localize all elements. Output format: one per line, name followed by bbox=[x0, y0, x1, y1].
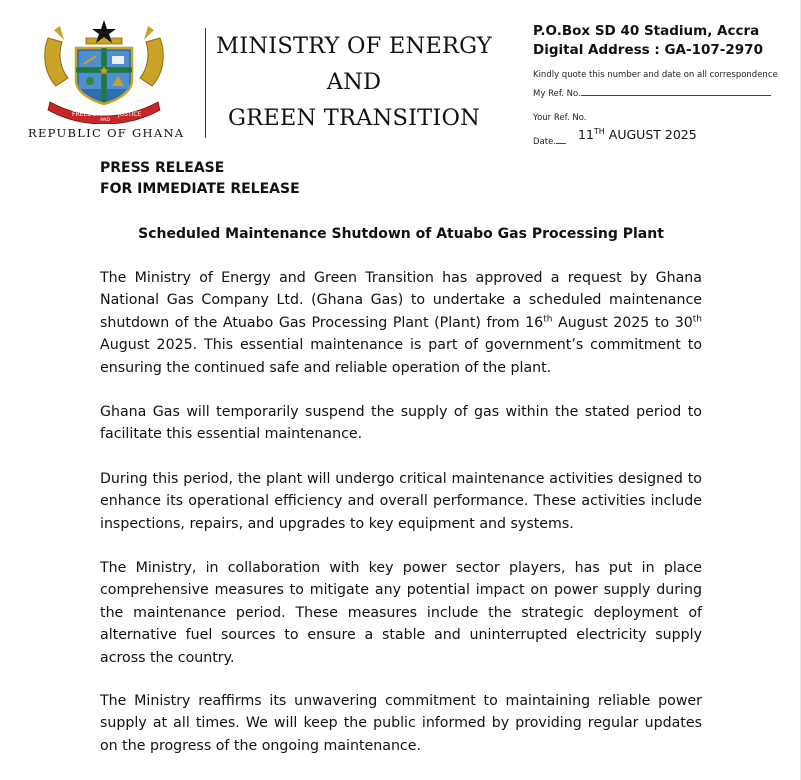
paragraph-2: Ghana Gas will temporarily suspend the supply of gas within the stated period to facilitate this essential maintenance. bbox=[100, 404, 702, 443]
my-ref-line bbox=[533, 89, 771, 99]
your-ref-label: Your Ref. No. bbox=[533, 113, 587, 123]
digital-address: Digital Address : GA-107-2970 bbox=[533, 42, 763, 58]
ministry-line-2: AND bbox=[326, 69, 382, 95]
p1-sup-2: th bbox=[692, 314, 702, 325]
my-ref-label: My Ref. No. bbox=[533, 89, 581, 99]
ministry-name bbox=[208, 28, 500, 136]
date-label: Date. bbox=[533, 137, 557, 147]
your-ref-line bbox=[533, 113, 587, 123]
p1-part-a: The Ministry of Energy and Green Transition has approved a request by Ghana National Gas Company Ltd. (Ghana Gas) to undertake a scheduled maintenance shutdown of the Atuabo Gas Processing Plant (Plant) from 16 bbox=[100, 270, 702, 331]
motto-right: JUSTICE bbox=[118, 111, 142, 118]
press-release-label: PRESS RELEASE bbox=[100, 160, 225, 176]
contact-block bbox=[533, 22, 783, 80]
date-line bbox=[533, 137, 566, 147]
release-title: Scheduled Maintenance Shutdown of Atuabo Gas Processing Plant bbox=[138, 226, 664, 242]
ministry-line-3: GREEN TRANSITION bbox=[227, 105, 481, 131]
immediate-release-label: FOR IMMEDIATE RELEASE bbox=[100, 181, 300, 197]
motto-left: FREEDOM bbox=[72, 111, 102, 118]
paragraph-1 bbox=[100, 267, 702, 379]
date-rule bbox=[556, 143, 566, 144]
p1-part-b: August 2025 to 30 bbox=[552, 314, 693, 331]
date-value bbox=[578, 127, 697, 142]
p1-sup-1: th bbox=[543, 314, 553, 325]
p1-part-c: August 2025. This essential maintenance is part of government’s commitment to ensuring the continued safe and reliable operation of the plant. bbox=[100, 337, 702, 376]
date-day: 11 bbox=[578, 127, 594, 143]
release-labels bbox=[100, 158, 300, 200]
date-suffix: TH bbox=[593, 127, 605, 136]
my-ref-rule bbox=[581, 95, 771, 96]
paragraph-3: During this period, the plant will undergo critical maintenance activities designed to enhance its operational efficiency and overall performance. These activities include inspections, repairs, and upgrades to key equipment and systems. bbox=[100, 471, 702, 532]
motto-and: AND bbox=[100, 118, 110, 123]
date-rest: AUGUST 2025 bbox=[604, 127, 697, 143]
letterhead-divider bbox=[205, 28, 206, 138]
quote-note: Kindly quote this number and date on all correspondence bbox=[533, 70, 778, 80]
ghana-coat-of-arms-icon bbox=[38, 18, 170, 124]
postal-address: P.O.Box SD 40 Stadium, Accra bbox=[533, 23, 760, 39]
ministry-line-1: MINISTRY OF ENERGY bbox=[216, 33, 492, 59]
paragraph-4: The Ministry, in collaboration with key power sector players, has put in place comprehensive measures to mitigate any potential impact on power supply during the maintenance period. These measures include the strategic deployment of alternative fuel sources to ensure a stable and uninterrupted electricity supply across the country. bbox=[100, 560, 702, 666]
republic-of-ghana-label: REPUBLIC OF GHANA bbox=[28, 126, 185, 140]
paragraph-5: The Ministry reaffirms its unwavering commitment to maintaining reliable power supply at all times. We will keep the public informed by providing regular updates on the progress of the ongoing maintenance. bbox=[100, 693, 702, 754]
